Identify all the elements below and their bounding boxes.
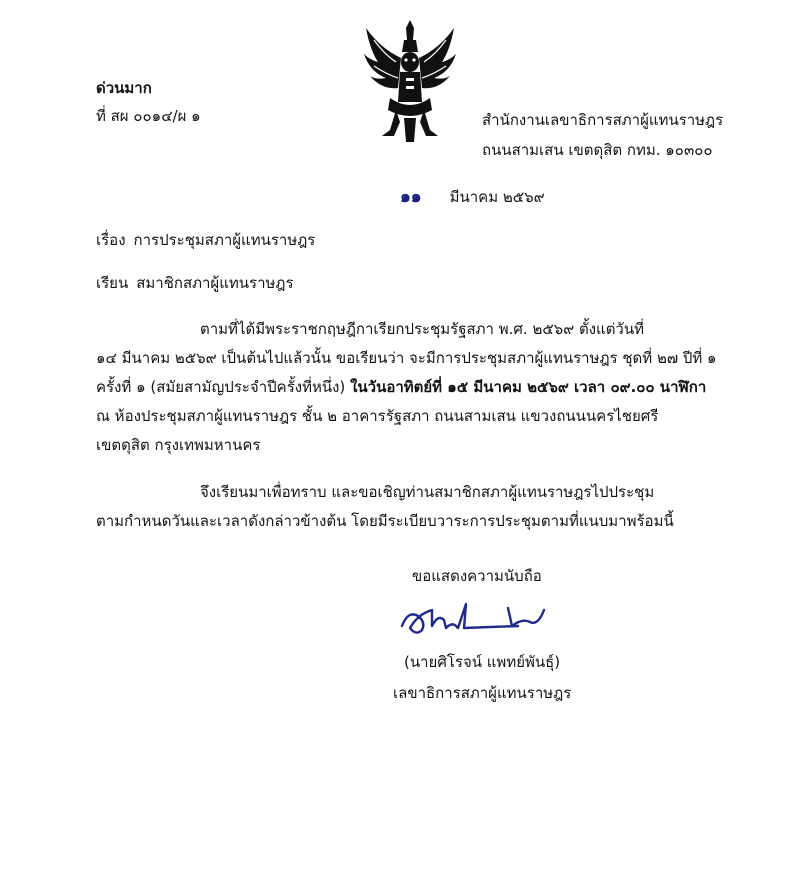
para1-line3 <box>96 373 736 402</box>
para2-line2: ตามกำหนดวันและเวลาดังกล่าวข้างต้น โดยมีระเบียบวาระการประชุมตามที่แนบมาพร้อมนี้ <box>96 512 674 530</box>
para1-line5: เขตดุสิต กรุงเทพมหานคร <box>96 436 261 454</box>
subject-line <box>96 230 315 250</box>
recipient-label: เรียน <box>96 274 129 292</box>
para1-line1: ตามที่ได้มีพระราชกฤษฎีกาเรียกประชุมรัฐสภา พ.ศ. ๒๕๖๙ ตั้งแต่วันที่ <box>200 320 644 338</box>
urgency-label: ด่วนมาก <box>96 79 152 97</box>
para1-line3-part-a: ครั้งที่ ๑ (สมัยสามัญประจำปีครั้งที่หนึ่ง) <box>96 378 346 396</box>
signer-name: (นายศิโรจน์ แพทย์พันธุ์) <box>404 653 561 671</box>
subject-text: การประชุมสภาผู้แทนราษฎร <box>133 231 316 249</box>
recipient-text: สมาชิกสภาผู้แทนราษฎร <box>136 274 294 292</box>
letter-date <box>400 187 545 207</box>
subject-label: เรื่อง <box>96 231 126 249</box>
para1-line4: ณ ห้องประชุมสภาผู้แทนราษฎร ชั้น ๒ อาคารรัฐสภา ถนนสามเสน แขวงถนนนครไชยศรี <box>96 407 659 425</box>
garuda-emblem-icon <box>360 18 460 146</box>
document-number: ที่ สผ ๐๐๑๔/ผ ๑ <box>96 107 201 125</box>
date-day: ๑๑ <box>400 187 422 207</box>
office-name: สำนักงานเลขาธิการสภาผู้แทนราษฎร <box>482 111 724 129</box>
meeting-datetime: ในวันอาทิตย์ที่ ๑๕ มีนาคม ๒๕๖๙ เวลา ๐๙.๐๐ นาฬิกา <box>350 378 707 396</box>
body-paragraph-2 <box>96 478 736 536</box>
body-paragraph-1 <box>96 315 736 460</box>
date-month-year: มีนาคม ๒๕๖๙ <box>449 188 545 206</box>
office-address: ถนนสามเสน เขตดุสิต กทม. ๑๐๓๐๐ <box>482 141 713 159</box>
recipient-line <box>96 273 294 293</box>
closing-phrase: ขอแสดงความนับถือ <box>412 567 542 585</box>
para2-line1: จึงเรียนมาเพื่อทราบ และขอเชิญท่านสมาชิกสภาผู้แทนราษฎรไปประชุม <box>200 483 655 501</box>
signer-position: เลขาธิการสภาผู้แทนราษฎร <box>393 684 572 702</box>
para1-line2: ๑๔ มีนาคม ๒๕๖๙ เป็นต้นไปแล้วนั้น ขอเรียนว่า จะมีการประชุมสภาผู้แทนราษฎร ชุดที่ ๒๗ ปีที่ ๑ <box>96 349 717 367</box>
handwritten-signature-icon <box>398 596 548 642</box>
